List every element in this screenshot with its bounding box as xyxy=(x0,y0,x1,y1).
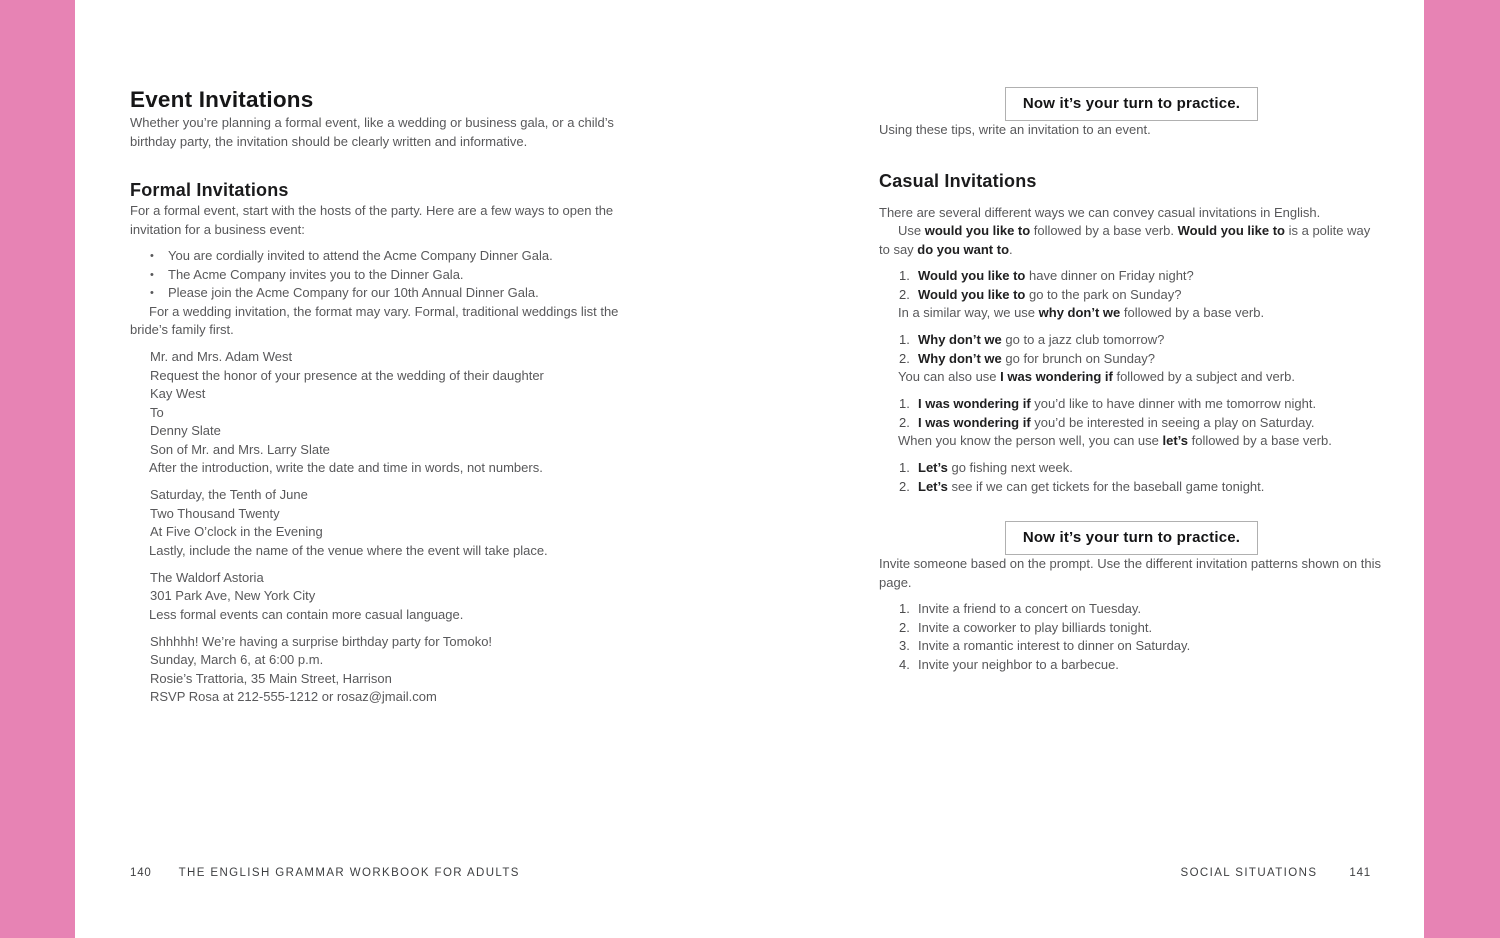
lets-examples xyxy=(899,459,1384,496)
numbered-example xyxy=(899,414,1384,433)
example-line: Mr. and Mrs. Adam West xyxy=(150,349,293,364)
example-text: Would you like to go to the park on Sunday? xyxy=(918,286,1182,302)
bullet-item-text: You are cordially invited to attend the Acme Company Dinner Gala. xyxy=(168,248,553,263)
bullet-item xyxy=(150,284,635,303)
example-line: Rosie’s Trattoria, 35 Main Street, Harrison xyxy=(150,670,392,686)
numbered-example xyxy=(899,286,1384,305)
example-line: Saturday, the Tenth of June xyxy=(150,487,308,502)
right-page-footer xyxy=(879,866,1371,880)
would-you-like-to-examples xyxy=(899,267,1384,304)
bullet-icon: • xyxy=(150,250,154,262)
page-number: 141 xyxy=(1349,867,1371,879)
example-line: The Waldorf Astoria xyxy=(150,569,264,585)
practice-callout-box: Now it’s your turn to practice. xyxy=(1005,521,1258,555)
list-number: 1. xyxy=(899,268,910,283)
formal-opening-paragraph: For a formal event, start with the hosts of the party. Here are a few ways to open the invitation for a business event: xyxy=(130,203,614,237)
casual-intro-paragraph: There are several different ways we can convey casual invitations in English. xyxy=(879,204,1321,220)
bullet-list xyxy=(150,247,635,303)
i-was-wondering-paragraph: You can also use I was wondering if followed by a subject and verb. xyxy=(898,369,1295,384)
example-text: Let’s see if we can get tickets for the baseball game tonight. xyxy=(918,478,1265,494)
prompt-text: Invite your neighbor to a barbecue. xyxy=(918,656,1119,672)
list-number: 1. xyxy=(899,460,910,475)
left-page-edge-band xyxy=(0,0,75,938)
list-number: 2. xyxy=(899,478,910,494)
practice-box-container xyxy=(879,87,1384,121)
example-line: Sunday, March 6, at 6:00 p.m. xyxy=(150,652,324,667)
example-line: RSVP Rosa at 212-555-1212 or rosaz@jmail.com xyxy=(150,689,437,704)
example-line: Kay West xyxy=(150,386,206,401)
numbered-example xyxy=(899,267,1384,286)
running-title: THE ENGLISH GRAMMAR WORKBOOK FOR ADULTS xyxy=(178,867,520,879)
bullet-item xyxy=(150,247,635,266)
left-page xyxy=(130,0,635,707)
prompt-item xyxy=(899,637,1384,656)
example-line: Two Thousand Twenty xyxy=(150,505,280,521)
example-text: I was wondering if you’d be interested in seeing a play on Saturday. xyxy=(918,414,1315,430)
why-dont-we-paragraph: In a similar way, we use why don’t we followed by a base verb. xyxy=(898,305,1265,320)
example-text: Why don’t we go to a jazz club tomorrow? xyxy=(918,332,1165,347)
bullet-icon: • xyxy=(150,287,154,299)
venue-paragraph: Lastly, include the name of the venue where the event will take place. xyxy=(149,542,548,558)
practice-instruction: Invite someone based on the prompt. Use the different invitation patterns shown on this page. xyxy=(879,556,1382,590)
page-title: Event Invitations xyxy=(130,87,314,112)
bullet-icon: • xyxy=(150,268,154,281)
list-number: 3. xyxy=(899,638,910,653)
venue-example-block xyxy=(150,569,635,606)
wedding-paragraph: For a wedding invitation, the format may vary. Formal, traditional weddings list the bride’s family first. xyxy=(130,303,619,337)
date-paragraph: After the introduction, write the date and time in words, not numbers. xyxy=(149,460,543,475)
why-dont-we-examples xyxy=(899,331,1384,368)
numbered-example xyxy=(899,331,1384,350)
list-number: 1. xyxy=(899,332,910,347)
practice-box-container xyxy=(879,521,1384,555)
bullet-item-text: Please join the Acme Company for our 10th Annual Dinner Gala. xyxy=(168,285,539,300)
numbered-example xyxy=(899,350,1384,369)
casual-language-paragraph: Less formal events can contain more casual language. xyxy=(149,606,464,622)
numbered-example xyxy=(899,395,1384,414)
list-number: 2. xyxy=(899,414,910,430)
right-page-edge-band xyxy=(1424,0,1500,938)
example-line: 301 Park Ave, New York City xyxy=(150,588,316,603)
example-text: Would you like to have dinner on Friday night? xyxy=(918,268,1194,283)
right-page xyxy=(879,0,1384,674)
prompt-list xyxy=(899,600,1384,674)
list-number: 2. xyxy=(899,350,910,366)
lets-paragraph: When you know the person well, you can use let’s followed by a base verb. xyxy=(898,433,1332,448)
prompt-text: Invite a coworker to play billiards tonight. xyxy=(918,619,1153,635)
intro-paragraph: Whether you’re planning a formal event, like a wedding or business gala, or a child’s birthday party, the invitation should be clearly written and informative. xyxy=(130,115,614,149)
numbered-example xyxy=(899,478,1384,497)
prompt-text: Invite a friend to a concert on Tuesday. xyxy=(918,601,1142,616)
section-heading-casual: Casual Invitations xyxy=(879,170,1037,191)
example-line: At Five O’clock in the Evening xyxy=(150,524,323,539)
example-text: Why don’t we go for brunch on Sunday? xyxy=(918,350,1156,366)
prompt-item xyxy=(899,619,1384,638)
running-title: SOCIAL SITUATIONS xyxy=(1180,867,1318,879)
example-line: To xyxy=(150,404,164,420)
list-number: 2. xyxy=(899,286,910,302)
prompt-item xyxy=(899,656,1384,675)
page-number: 140 xyxy=(130,867,152,879)
bullet-item-text: The Acme Company invites you to the Dinner Gala. xyxy=(168,266,464,282)
example-line: Son of Mr. and Mrs. Larry Slate xyxy=(150,441,330,457)
example-text: I was wondering if you’d like to have dinner with me tomorrow night. xyxy=(918,396,1317,411)
list-number: 1. xyxy=(899,396,910,411)
bullet-item xyxy=(150,266,635,285)
prompt-item xyxy=(899,600,1384,619)
prompt-text: Invite a romantic interest to dinner on Saturday. xyxy=(918,638,1191,653)
casual-example-block xyxy=(150,633,635,707)
example-line: Shhhhh! We’re having a surprise birthday party for Tomoko! xyxy=(150,633,493,649)
left-page-footer xyxy=(130,866,520,880)
practice-instruction: Using these tips, write an invitation to an event. xyxy=(879,122,1151,137)
list-number: 2. xyxy=(899,619,910,635)
example-line: Denny Slate xyxy=(150,423,221,438)
numbered-example xyxy=(899,459,1384,478)
example-text: Let’s go fishing next week. xyxy=(918,460,1073,475)
example-line: Request the honor of your presence at the wedding of their daughter xyxy=(150,367,544,383)
would-you-like-to-paragraph: Use would you like to followed by a base verb. Would you like to is a polite way to say do you want to. xyxy=(879,223,1371,257)
list-number: 1. xyxy=(899,601,910,616)
i-was-wondering-examples xyxy=(899,395,1384,432)
date-example-block xyxy=(150,486,635,542)
practice-callout-box: Now it’s your turn to practice. xyxy=(1005,87,1258,121)
wedding-example-block xyxy=(150,348,635,459)
list-number: 4. xyxy=(899,656,910,672)
section-heading-formal: Formal Invitations xyxy=(130,180,289,200)
